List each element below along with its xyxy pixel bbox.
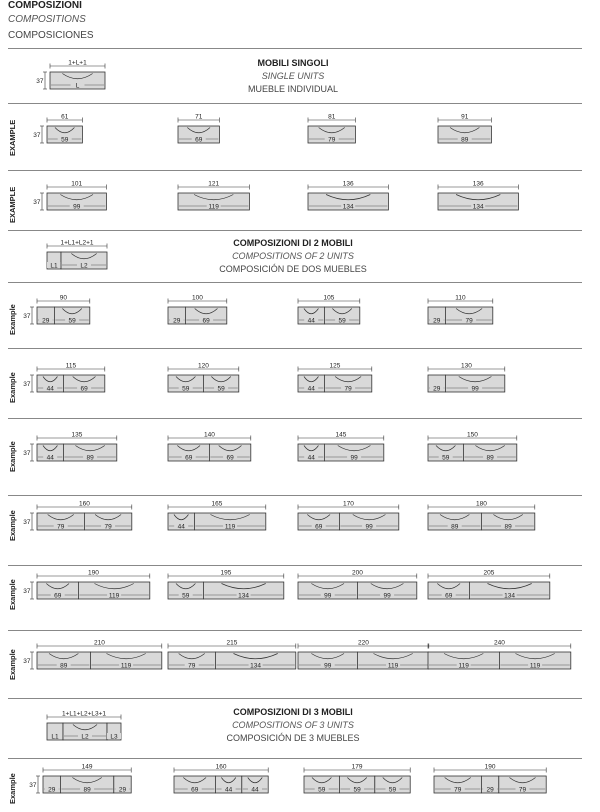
part-dimension-label: 79 — [188, 662, 196, 670]
part-dimension-label: 99 — [73, 203, 81, 211]
part-dimension-label: 89 — [486, 454, 494, 462]
height-dimension-label: 37 — [23, 587, 31, 595]
unit-example — [178, 181, 249, 211]
part-dimension-label: 134 — [504, 592, 516, 600]
part-dimension-label: 59 — [61, 136, 69, 144]
part-dimension-label: 119 — [458, 662, 469, 670]
part-dimension-label: 44 — [177, 523, 185, 531]
header-title-es: COMPOSICIONES — [8, 30, 94, 41]
total-dimension-label: 81 — [328, 113, 336, 121]
total-dimension-label: 135 — [71, 431, 83, 439]
section-three-title-it: COMPOSIZIONI DI 3 MOBILI — [233, 707, 353, 717]
total-dimension-label: 115 — [65, 362, 77, 370]
total-dimension-label: 180 — [475, 500, 487, 508]
formula-three — [47, 711, 121, 741]
unit-example — [304, 764, 410, 794]
unit-example — [428, 640, 571, 670]
total-dimension-label: 205 — [483, 569, 495, 577]
unit-example — [33, 114, 82, 144]
part-dimension-label: L2 — [81, 733, 89, 741]
part-dimension-label: 119 — [208, 203, 219, 211]
part-dimension-label: L1 — [51, 733, 59, 741]
part-dimension-label: 44 — [46, 385, 54, 393]
example-side-label: Example — [8, 510, 17, 541]
height-dimension-label: 37 — [33, 131, 41, 139]
unit-example — [434, 764, 546, 794]
part-dimension-label: 89 — [461, 136, 469, 144]
part-dimension-label: 69 — [185, 454, 193, 462]
part-dimension-label: 69 — [195, 136, 203, 144]
section-two-title-en: COMPOSITIONS OF 2 UNITS — [232, 251, 354, 261]
part-dimension-label: 119 — [120, 662, 132, 670]
part-dimension-label: 79 — [454, 786, 462, 794]
total-dimension-label: 90 — [59, 294, 68, 302]
part-dimension-label: 89 — [83, 786, 91, 794]
total-dimension-label: 140 — [203, 431, 215, 439]
unit-example — [168, 570, 284, 600]
part-dimension-label: 59 — [217, 385, 225, 393]
part-dimension-label: 89 — [60, 662, 68, 670]
unit-example — [298, 640, 429, 670]
part-dimension-label: 59 — [442, 454, 450, 462]
part-dimension-label: 29 — [173, 317, 181, 325]
part-dimension-label: 44 — [251, 786, 259, 794]
unit-example — [178, 114, 219, 144]
part-dimension-label: 69 — [226, 454, 234, 462]
unit-example — [428, 363, 505, 393]
total-dimension-label: 101 — [71, 180, 83, 188]
unit-example — [428, 295, 493, 325]
formula-two — [47, 240, 107, 270]
part-dimension-label: 69 — [80, 385, 88, 393]
part-dimension-label: 99 — [350, 454, 358, 462]
unit-example — [298, 295, 360, 325]
part-dimension-label: L2 — [80, 262, 88, 270]
part-dimension-label: 69 — [315, 523, 323, 531]
part-dimension-label: 29 — [433, 317, 441, 325]
example-side-label: EXAMPLE — [8, 186, 17, 223]
total-dimension-label: 130 — [460, 362, 472, 370]
height-dimension-label: 37 — [23, 449, 31, 457]
height-dimension-label: 37 — [23, 312, 31, 320]
section-single-title-en: SINGLE UNITS — [261, 71, 325, 81]
part-dimension-label: 69 — [202, 317, 210, 325]
part-dimension-label: 134 — [472, 203, 484, 211]
section-single-title-es: MUEBLE INDIVIDUAL — [247, 84, 339, 94]
header-title-it: COMPOSIZIONI — [8, 0, 82, 11]
part-dimension-label: 119 — [529, 662, 541, 670]
part-dimension-label: 59 — [318, 786, 326, 794]
part-dimension-label: 79 — [465, 317, 473, 325]
height-dimension-label: 37 — [23, 657, 31, 665]
example-side-label: Example — [8, 372, 17, 403]
part-dimension-label: 69 — [191, 786, 199, 794]
part-dimension-label: 99 — [471, 385, 479, 393]
section-single-title-it: MOBILI SINGOLI — [257, 58, 329, 68]
part-dimension-label: 79 — [518, 786, 527, 794]
part-dimension-label: 134 — [342, 203, 354, 211]
part-dimension-label: 99 — [383, 592, 391, 600]
section-three-title-en: COMPOSITIONS OF 3 UNITS — [232, 720, 354, 730]
unit-example — [29, 764, 131, 794]
total-dimension-label: 100 — [191, 294, 203, 302]
example-side-label: EXAMPLE — [8, 119, 17, 156]
unit-example — [298, 501, 399, 531]
unit-example — [428, 570, 550, 600]
unit-example — [168, 432, 251, 462]
unit-example — [168, 640, 296, 670]
total-dimension-label: 125 — [329, 362, 341, 370]
part-dimension-label: 29 — [42, 317, 50, 325]
total-dimension-label: 136 — [472, 180, 484, 188]
total-dimension-label: 1+L1+L2+1 — [60, 239, 94, 247]
part-dimension-label: 44 — [307, 317, 315, 325]
height-dimension-label: 37 — [23, 518, 31, 526]
total-dimension-label: 121 — [208, 180, 220, 188]
part-dimension-label: 79 — [344, 385, 352, 393]
total-dimension-label: 145 — [335, 431, 347, 439]
part-dimension-label: 44 — [307, 454, 315, 462]
part-dimension-label: 119 — [224, 523, 236, 531]
total-dimension-label: 200 — [351, 569, 363, 577]
total-dimension-label: 210 — [93, 639, 105, 647]
part-dimension-label: 99 — [324, 592, 332, 600]
total-dimension-label: 160 — [215, 763, 227, 771]
example-side-label: Example — [8, 649, 17, 680]
height-dimension-label: 37 — [33, 198, 41, 206]
total-dimension-label: 120 — [197, 362, 209, 370]
unit-example — [298, 432, 384, 462]
part-dimension-label: L3 — [110, 733, 118, 741]
total-dimension-label: 149 — [81, 763, 93, 771]
unit-example — [438, 181, 518, 211]
unit-example — [23, 570, 150, 600]
part-dimension-label: 69 — [445, 592, 453, 600]
part-dimension-label: 119 — [108, 592, 120, 600]
total-dimension-label: 165 — [211, 500, 223, 508]
total-dimension-label: 215 — [226, 639, 238, 647]
header-title-en: COMPOSITIONS — [8, 14, 86, 25]
example-side-label: Example — [8, 579, 17, 610]
example-side-label: Example — [8, 441, 17, 472]
part-dimension-label: 59 — [182, 592, 190, 600]
section-two-title-it: COMPOSIZIONI DI 2 MOBILI — [233, 238, 353, 248]
total-dimension-label: 105 — [323, 294, 335, 302]
section-two-title-es: COMPOSICIÓN DE DOS MUEBLES — [219, 264, 367, 274]
height-dimension-label: 37 — [36, 77, 44, 85]
part-dimension-label: 99 — [365, 523, 373, 531]
part-dimension-label: 59 — [338, 317, 346, 325]
total-dimension-label: 150 — [466, 431, 478, 439]
example-side-label: Example — [8, 304, 17, 335]
part-dimension-label: 79 — [104, 523, 112, 531]
total-dimension-label: 136 — [342, 180, 354, 188]
part-dimension-label: 89 — [86, 454, 94, 462]
unit-example — [23, 363, 105, 393]
part-dimension-label: 59 — [68, 317, 76, 325]
part-dimension-label: 29 — [118, 786, 127, 794]
unit-example — [168, 501, 266, 531]
unit-example — [298, 570, 417, 600]
unit-example — [428, 501, 535, 531]
part-dimension-label: 29 — [486, 786, 494, 794]
unit-example — [298, 363, 372, 393]
total-dimension-label: 220 — [357, 639, 369, 647]
unit-example — [23, 295, 90, 325]
total-dimension-label: 240 — [493, 639, 505, 647]
part-dimension-label: 44 — [224, 786, 233, 794]
part-dimension-label: 44 — [46, 454, 54, 462]
total-dimension-label: 1+L+1 — [68, 59, 87, 67]
part-dimension-label: 79 — [328, 136, 336, 144]
part-dimension-label: 29 — [433, 385, 441, 393]
part-dimension-label: 89 — [504, 523, 512, 531]
height-dimension-label: 37 — [29, 781, 37, 789]
total-dimension-label: 179 — [351, 763, 363, 771]
total-dimension-label: 110 — [455, 294, 466, 302]
unit-example — [174, 764, 268, 794]
part-dimension-label: 134 — [250, 662, 262, 670]
example-side-label: Example — [8, 773, 17, 804]
part-dimension-label: 59 — [353, 786, 361, 794]
part-dimension-label: 99 — [324, 662, 332, 670]
unit-example — [168, 363, 239, 393]
part-dimension-label: 119 — [387, 662, 399, 670]
total-dimension-label: 190 — [87, 569, 99, 577]
part-dimension-label: 59 — [182, 385, 190, 393]
total-dimension-label: 1+L1+L2+L3+1 — [61, 710, 107, 718]
total-dimension-label: 71 — [195, 113, 203, 121]
unit-example — [428, 432, 517, 462]
total-dimension-label: 170 — [342, 500, 354, 508]
total-dimension-label: 195 — [220, 569, 232, 577]
height-dimension-label: 37 — [23, 380, 31, 388]
unit-example — [308, 114, 355, 144]
part-dimension-label: 69 — [54, 592, 62, 600]
total-dimension-label: 190 — [484, 763, 496, 771]
section-three-title-es: COMPOSICIÓN DE 3 MUEBLES — [226, 733, 360, 743]
total-dimension-label: 61 — [61, 113, 69, 121]
unit-example — [33, 181, 106, 211]
part-dimension-label: 134 — [238, 592, 250, 600]
total-dimension-label: 160 — [78, 500, 90, 508]
formula-single — [36, 60, 105, 90]
part-dimension-label: L — [75, 82, 80, 90]
unit-example — [23, 640, 162, 670]
unit-example — [438, 114, 491, 144]
part-dimension-label: L1 — [50, 262, 58, 270]
unit-example — [23, 501, 132, 531]
part-dimension-label: 79 — [57, 523, 65, 531]
unit-example — [23, 432, 117, 462]
part-dimension-label: 59 — [388, 786, 397, 794]
part-dimension-label: 44 — [307, 385, 315, 393]
unit-example — [168, 295, 227, 325]
part-dimension-label: 29 — [48, 786, 56, 794]
total-dimension-label: 91 — [461, 113, 469, 121]
part-dimension-label: 89 — [451, 523, 459, 531]
unit-example — [308, 181, 388, 211]
